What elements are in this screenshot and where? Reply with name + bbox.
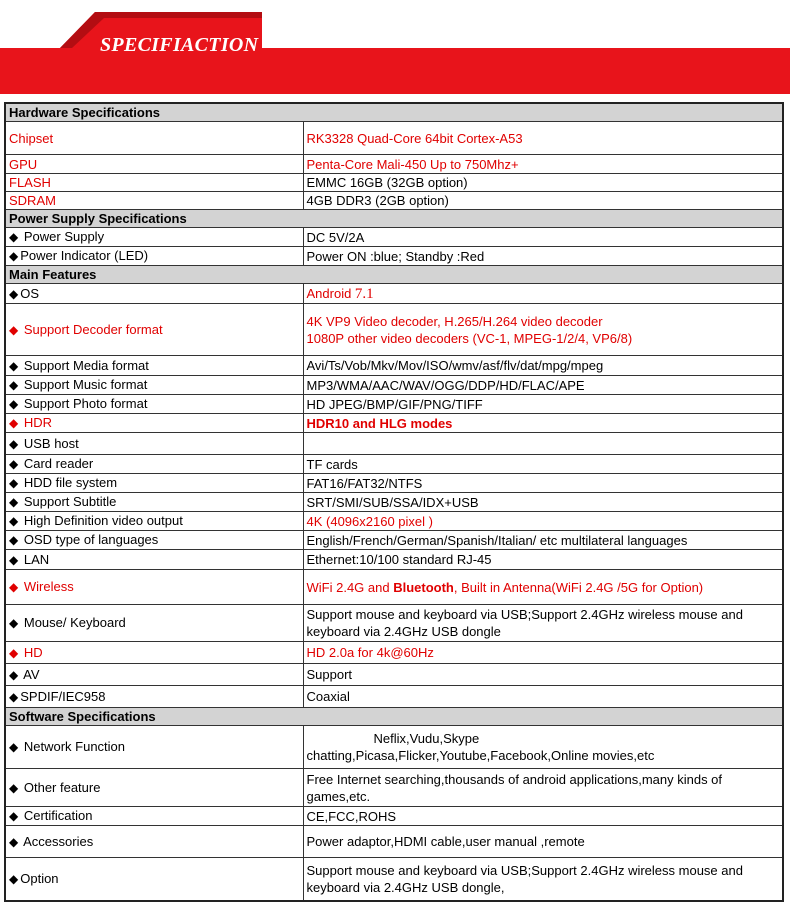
row-value: Support <box>303 664 783 686</box>
row-label: ◆ Support Subtitle <box>5 493 303 512</box>
diamond-icon: ◆ <box>9 667 19 682</box>
diamond-icon: ◆ <box>9 436 19 451</box>
row-label: ◆ Certification <box>5 807 303 826</box>
row-label: ◆ Support Media format <box>5 356 303 376</box>
table-row <box>5 455 783 474</box>
row-value: SRT/SMI/SUB/SSA/IDX+USB <box>303 493 783 512</box>
row-value: WiFi 2.4G and Bluetooth, Built in Antenna(WiFi 2.4G /5G for Option) <box>303 570 783 605</box>
row-value <box>303 433 783 455</box>
row-value: EMMC 16GB (32GB option) <box>303 174 783 192</box>
diamond-icon: ◆ <box>9 378 19 392</box>
row-value: FAT16/FAT32/NTFS <box>303 474 783 493</box>
diamond-icon: ◆ <box>9 286 19 301</box>
table-row <box>5 474 783 493</box>
row-value: HD JPEG/BMP/GIF/PNG/TIFF <box>303 395 783 414</box>
table-row <box>5 356 783 376</box>
row-value: Neflix,Vudu,Skype chatting,Picasa,Flicker,Youtube,Facebook,Online movies,etc <box>303 726 783 769</box>
row-label: ◆ OS <box>5 284 303 304</box>
diamond-icon: ◆ <box>9 495 19 509</box>
diamond-icon: ◆ <box>9 871 19 886</box>
diamond-icon: ◆ <box>9 230 19 244</box>
row-label: SDRAM <box>5 192 303 210</box>
row-value: Support mouse and keyboard via USB;Support 2.4GHz wireless mouse and keyboard via 2.4GHz USB dongle <box>303 605 783 642</box>
row-label: ◆ Mouse/ Keyboard <box>5 605 303 642</box>
row-label: ◆ Support Music format <box>5 376 303 395</box>
diamond-icon: ◆ <box>9 645 19 660</box>
diamond-icon: ◆ <box>9 580 19 594</box>
row-label: ◆ AV <box>5 664 303 686</box>
table-row <box>5 174 783 192</box>
row-value: English/French/German/Spanish/Italian/ etc multilateral languages <box>303 531 783 550</box>
row-value: Android 7.1 <box>303 284 783 304</box>
row-value: CE,FCC,ROHS <box>303 807 783 826</box>
row-value: TF cards <box>303 455 783 474</box>
diamond-icon: ◆ <box>9 358 19 373</box>
diamond-icon: ◆ <box>9 616 19 630</box>
table-row <box>5 192 783 210</box>
row-label: Chipset <box>5 122 303 155</box>
row-label: ◆ Wireless <box>5 570 303 605</box>
table-row <box>5 550 783 570</box>
diamond-icon: ◆ <box>9 457 19 471</box>
table-row <box>5 664 783 686</box>
table-row <box>5 155 783 174</box>
table-row <box>5 531 783 550</box>
row-label: ◆ HD <box>5 642 303 664</box>
diamond-icon: ◆ <box>9 416 19 430</box>
table-row <box>5 414 783 433</box>
row-label: ◆ USB host <box>5 433 303 455</box>
table-row <box>5 686 783 708</box>
row-value: 4K VP9 Video decoder, H.265/H.264 video decoder 1080P other video decoders (VC-1, MPEG-1/2/4, VP6/8) <box>303 304 783 356</box>
section-row <box>5 103 783 122</box>
table-row <box>5 284 783 304</box>
row-value: Support mouse and keyboard via USB;Support 2.4GHz wireless mouse and keyboard via 2.4GHz USB dongle, <box>303 858 783 901</box>
row-label: ◆ HDD file system <box>5 474 303 493</box>
table-row <box>5 228 783 247</box>
banner-title: SPECIFIACTION <box>100 34 259 56</box>
diamond-icon: ◆ <box>9 740 19 754</box>
row-value: Ethernet:10/100 standard RJ-45 <box>303 550 783 570</box>
diamond-icon: ◆ <box>9 397 19 411</box>
row-value: Penta-Core Mali-450 Up to 750Mhz+ <box>303 155 783 174</box>
row-value: Power adaptor,HDMI cable,user manual ,remote <box>303 826 783 858</box>
section-hardware: Hardware Specifications <box>5 103 783 122</box>
row-label: ◆ Power Supply <box>5 228 303 247</box>
table-row <box>5 858 783 901</box>
section-row <box>5 266 783 284</box>
table-row <box>5 247 783 266</box>
row-value: DC 5V/2A <box>303 228 783 247</box>
row-value: MP3/WMA/AAC/WAV/OGG/DDP/HD/FLAC/APE <box>303 376 783 395</box>
row-label: ◆ Support Photo format <box>5 395 303 414</box>
section-software: Software Specifications <box>5 708 783 726</box>
row-label: ◆ Card reader <box>5 455 303 474</box>
table-row <box>5 122 783 155</box>
diamond-icon: ◆ <box>9 249 19 263</box>
table-row <box>5 769 783 807</box>
row-label: FLASH <box>5 174 303 192</box>
row-label: ◆ OSD type of languages <box>5 531 303 550</box>
diamond-icon: ◆ <box>9 780 19 795</box>
row-label: GPU <box>5 155 303 174</box>
row-value: Coaxial <box>303 686 783 708</box>
table-row <box>5 726 783 769</box>
table-row <box>5 304 783 356</box>
row-value: 4GB DDR3 (2GB option) <box>303 192 783 210</box>
row-value: Power ON :blue; Standby :Red <box>303 247 783 266</box>
diamond-icon: ◆ <box>9 809 19 823</box>
row-label: ◆ SPDIF/IEC958 <box>5 686 303 708</box>
row-label: ◆ Option <box>5 858 303 901</box>
table-row <box>5 807 783 826</box>
row-value: Free Internet searching,thousands of android applications,many kinds of games,etc. <box>303 769 783 807</box>
table-row <box>5 512 783 531</box>
row-value: 4K (4096x2160 pixel ) <box>303 512 783 531</box>
row-label: ◆ High Definition video output <box>5 512 303 531</box>
table-row <box>5 493 783 512</box>
row-label: ◆ Other feature <box>5 769 303 807</box>
row-label: ◆ LAN <box>5 550 303 570</box>
table-row <box>5 642 783 664</box>
section-row <box>5 708 783 726</box>
row-label: ◆ Support Decoder format <box>5 304 303 356</box>
diamond-icon: ◆ <box>9 689 19 704</box>
table-row <box>5 376 783 395</box>
row-label: ◆ HDR <box>5 414 303 433</box>
table-row <box>5 826 783 858</box>
diamond-icon: ◆ <box>9 834 19 849</box>
section-power: Power Supply Specifications <box>5 210 783 228</box>
row-label: ◆ Accessories <box>5 826 303 858</box>
row-value: RK3328 Quad-Core 64bit Cortex-A53 <box>303 122 783 155</box>
table-row <box>5 395 783 414</box>
banner <box>0 0 790 94</box>
table-row <box>5 605 783 642</box>
spec-table <box>4 102 784 902</box>
row-value: HDR10 and HLG modes <box>303 414 783 433</box>
row-label: ◆ Power Indicator (LED) <box>5 247 303 266</box>
table-row <box>5 570 783 605</box>
row-value: HD 2.0a for 4k@60Hz <box>303 642 783 664</box>
diamond-icon: ◆ <box>9 533 19 547</box>
section-main: Main Features <box>5 266 783 284</box>
diamond-icon: ◆ <box>9 514 19 528</box>
diamond-icon: ◆ <box>9 552 19 567</box>
diamond-icon: ◆ <box>9 322 19 337</box>
section-row <box>5 210 783 228</box>
diamond-icon: ◆ <box>9 476 19 490</box>
row-label: ◆ Network Function <box>5 726 303 769</box>
row-value: Avi/Ts/Vob/Mkv/Mov/ISO/wmv/asf/flv/dat/mpg/mpeg <box>303 356 783 376</box>
table-row <box>5 433 783 455</box>
